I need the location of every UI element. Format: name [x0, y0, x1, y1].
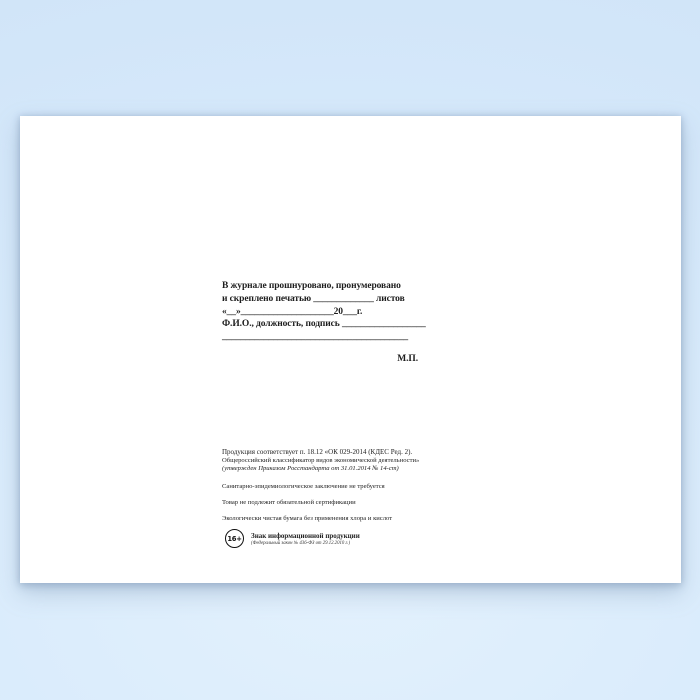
journal-back-cover-page [20, 116, 681, 583]
age-16-plus-icon [225, 529, 244, 548]
info-sign-text [251, 529, 360, 547]
stitch-line-date: «__»____________________20___г. [222, 306, 363, 317]
certification-note: Товар не подлежит обязательной сертификации [222, 498, 356, 506]
stitch-line-blank: ________________________________________ [222, 332, 409, 343]
compliance-info-block [222, 448, 462, 548]
stitch-line-2: и скреплено печатью _____________ листов [222, 293, 405, 304]
info-product-sign-row [225, 529, 462, 548]
stitch-record-block [222, 280, 424, 366]
age-badge-label: 16+ [227, 534, 242, 543]
stitch-line-1: В журнале прошнуровано, пронумеровано [222, 281, 401, 291]
seal-place-label: М.П. [397, 353, 418, 364]
info-sign-law-reference: (Федеральный закон № 436-ФЗ от 29.12.2010 г.) [251, 540, 351, 546]
info-sign-label: Знак информационной продукции [251, 531, 360, 540]
stitch-line-signature: Ф.И.О., должность, подпись __________________ [222, 319, 426, 330]
ecology-note: Экологически чистая бумага без применения хлора и кислот [222, 514, 393, 522]
sanitary-note: Санитарно-эпидемиологическое заключение не требуется [222, 482, 385, 490]
classifier-line-1: Продукция соответствует п. 18.12 «ОК 029-2014 (КДЕС Ред. 2). [222, 448, 413, 456]
classifier-line-2: Общероссийский классификатор видов экономической деятельности» [222, 456, 420, 464]
classifier-line-3: (утвержден Приказом Росстандарта от 31.01.2014 № 14-ст) [222, 465, 399, 473]
